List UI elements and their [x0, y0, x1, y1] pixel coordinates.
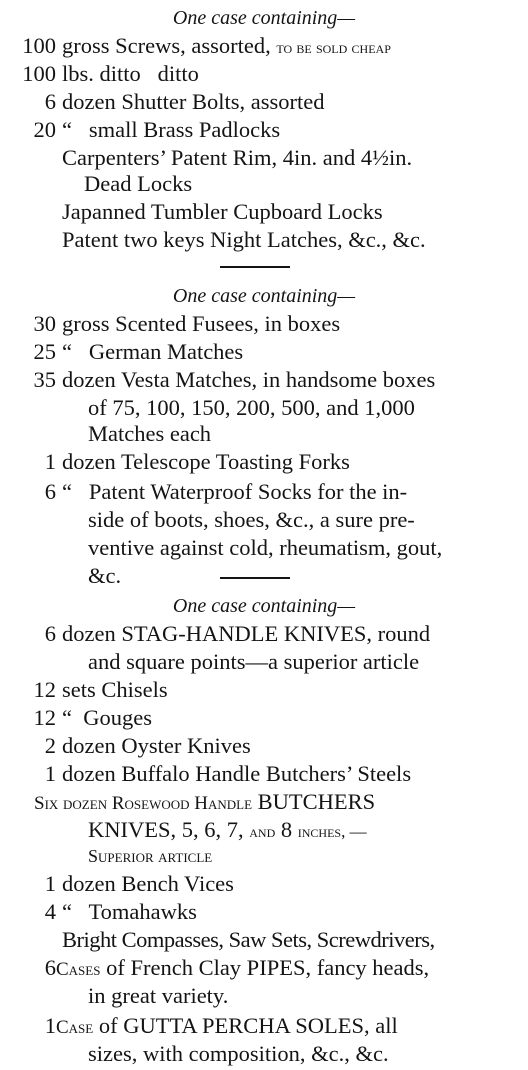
list-item [0, 870, 528, 898]
item-text: lbs. ditto ditto [62, 61, 199, 86]
item-text-smallcaps: Cases [56, 959, 101, 980]
case-heading: One case containing— [172, 285, 356, 307]
list-item [0, 562, 528, 590]
list-item [0, 394, 528, 422]
list-item [0, 816, 528, 844]
item-quantity: 12 [33, 705, 56, 730]
item-text: Superior article [88, 846, 213, 866]
divider-rule [220, 577, 290, 579]
list-item [0, 116, 528, 144]
list-item [0, 60, 528, 88]
item-text: Patent two keys Night Latches, &c., &c. [62, 227, 426, 252]
item-text: sets Chisels [62, 677, 168, 702]
item-text: in great variety. [88, 983, 229, 1008]
list-item [0, 620, 528, 648]
item-text: dozen STAG-HANDLE KNIVES, round [62, 621, 431, 646]
item-text: “ small Brass Padlocks [62, 117, 281, 142]
item-text: and square points—a superior article [88, 649, 420, 674]
list-item [0, 534, 528, 562]
item-text: dozen Vesta Matches, in handsome boxes [62, 367, 436, 392]
item-text: “ Tomahawks [62, 899, 197, 924]
list-item [0, 732, 528, 760]
item-quantity: 35 [33, 367, 56, 392]
list-item [0, 898, 528, 926]
list-item [0, 1012, 528, 1040]
list-item [0, 448, 528, 476]
item-text: Carpenters’ Patent Rim, 4in. and 4½in. [62, 145, 413, 170]
item-text: “ Gouges [62, 705, 152, 730]
item-text: sizes, with composition, &c., &c. [88, 1041, 389, 1066]
list-item [0, 982, 528, 1010]
item-quantity: 100 [22, 61, 56, 86]
item-text-number: 8 [280, 817, 293, 842]
item-quantity: 12 [33, 677, 56, 702]
list-item [0, 338, 528, 366]
list-item [0, 310, 528, 338]
item-text: side of boots, shoes, &c., a sure pre- [88, 507, 415, 532]
item-quantity: 1 [44, 449, 56, 474]
list-item [0, 88, 528, 116]
item-quantity: 1 [44, 761, 56, 786]
item-text: gross Screws, assorted, [62, 33, 271, 58]
item-text: Japanned Tumbler Cupboard Locks [62, 199, 383, 224]
list-item [0, 760, 528, 788]
item-text: dozen Oyster Knives [62, 733, 251, 758]
item-note: to be sold cheap [276, 38, 391, 57]
case-heading: One case containing— [172, 7, 356, 29]
item-quantity: 2 [44, 733, 56, 758]
list-item [0, 420, 528, 448]
item-text: of French Clay PIPES, fancy heads, [106, 955, 430, 980]
item-text: gross Scented Fusees, in boxes [62, 311, 341, 336]
list-item [0, 676, 528, 704]
item-text-smallcaps: Case [56, 1017, 94, 1038]
item-text: of GUTTA PERCHA SOLES, all [98, 1013, 398, 1038]
list-item [0, 366, 528, 394]
item-quantity: 6 [44, 89, 56, 114]
list-item [0, 842, 528, 870]
list-item [0, 1040, 528, 1068]
divider-rule [220, 266, 290, 268]
item-text-emphasis: BUTCHERS [257, 789, 376, 814]
list-item [0, 198, 528, 226]
item-quantity: 6 [44, 621, 56, 646]
list-item [0, 788, 528, 816]
item-quantity: 30 [33, 311, 56, 336]
item-quantity: 6 [44, 479, 56, 504]
item-text-smallcaps: and [249, 822, 276, 841]
item-text: dozen Shutter Bolts, assorted [62, 89, 325, 114]
item-quantity: 1 [44, 871, 56, 896]
case-heading: One case containing— [172, 595, 356, 617]
item-text: “ German Matches [62, 339, 244, 364]
item-quantity: 4 [44, 899, 56, 924]
list-item [0, 478, 528, 506]
item-text: dozen Buffalo Handle Butchers’ Steels [62, 761, 412, 786]
list-item [0, 648, 528, 676]
item-text: &c. [88, 563, 122, 588]
list-item [0, 704, 528, 732]
item-text-smallcaps: inches, — [297, 822, 367, 841]
item-text: ventive against cold, rheumatism, gout, [88, 535, 443, 560]
list-item [0, 226, 528, 254]
list-item [0, 170, 528, 198]
item-quantity: 20 [33, 117, 56, 142]
list-item [0, 32, 528, 60]
item-text: KNIVES, 5, 6, 7, [88, 817, 244, 842]
item-quantity: 100 [22, 33, 56, 58]
list-item [0, 926, 528, 954]
item-text: Bright Compasses, Saw Sets, Screwdrivers, [62, 927, 435, 952]
list-item [0, 506, 528, 534]
item-text: Six dozen Rosewood Handle [34, 793, 253, 814]
item-text: of 75, 100, 150, 200, 500, and 1,000 [88, 395, 415, 420]
item-text: dozen Bench Vices [62, 871, 234, 896]
item-quantity: 1 [44, 1013, 56, 1038]
list-item [0, 954, 528, 982]
item-text: Dead Locks [84, 171, 193, 196]
list-item [0, 144, 528, 172]
item-text: Matches each [88, 421, 212, 446]
item-text: “ Patent Waterproof Socks for the in- [62, 479, 408, 504]
item-quantity: 6 [44, 955, 56, 980]
item-text: dozen Telescope Toasting Forks [62, 449, 350, 474]
item-quantity: 25 [33, 339, 56, 364]
